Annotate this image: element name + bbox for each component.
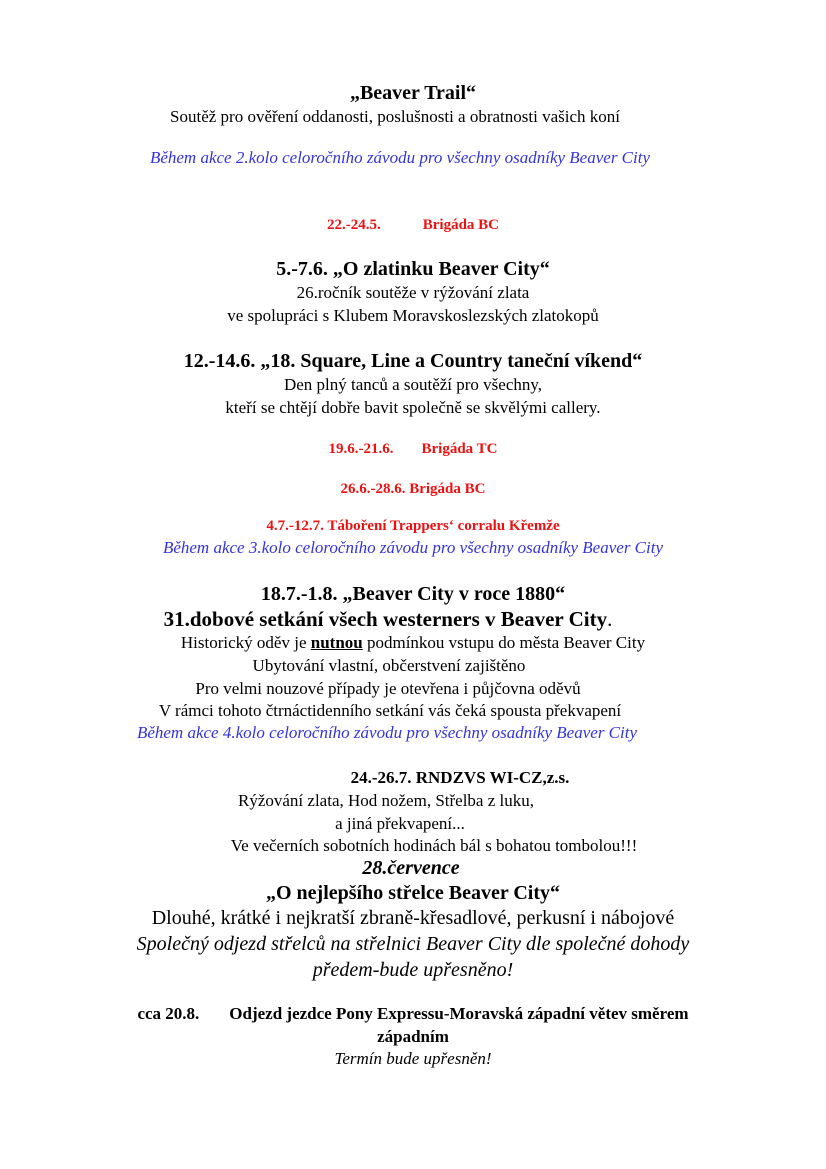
bc1880-subheading-text: 31.dobové setkání všech westerners v Beaver City	[163, 607, 608, 631]
beaver-trail-subtitle: Soutěž pro ověření oddanosti, poslušnosti a obratnosti vašich koní	[170, 107, 620, 126]
zlatinka-line-1: 26.ročník soutěže v rýžování zlata	[296, 283, 530, 302]
brigade-2-date: 19.6.-21.6.	[328, 441, 394, 457]
trappers-note: Během akce 3.kolo celoročního závodu pro všechny osadníky Beaver City	[162, 538, 664, 557]
brigade-2-name: Brigáda TC	[421, 441, 498, 457]
bc1880-line-3: Pro velmi nouzové případy je otevřena i půjčovna oděvů	[195, 679, 581, 698]
brigade-1	[0, 217, 826, 234]
bc1880-line-4: V rámci tohoto čtrnáctidenního setkání vás čeká spousta překvapení	[158, 701, 622, 720]
pony-date: cca 20.8.	[137, 1004, 200, 1023]
brigade-1-date: 22.-24.5.	[326, 217, 381, 233]
pony-text-2: západním	[377, 1027, 449, 1046]
pony-heading	[0, 1004, 826, 1024]
trappers-camp: 4.7.-12.7. Táboření Trappers‘ corralu Křemže	[266, 518, 560, 534]
rndzvs-line-2: a jiná překvapení...	[335, 814, 465, 833]
bc1880-line-1	[0, 633, 826, 653]
bc1880-note: Během akce 4.kolo celoročního závodu pro všechny osadníky Beaver City	[136, 723, 638, 742]
strelec-line-1: Dlouhé, krátké i nejkratší zbraně-křesadlové, perkusní i nábojové	[151, 907, 675, 929]
bc1880-line-1-em: nutnou	[310, 633, 363, 652]
square-line-1: Den plný tanců a soutěží pro všechny,	[283, 375, 543, 394]
zlatinka-line-2: ve spolupráci s Klubem Moravskoslezských zlatokopů	[227, 306, 599, 325]
brigade-1-name: Brigáda BC	[422, 217, 499, 233]
bc1880-line-1-post: podmínkou vstupu do města Beaver City	[362, 633, 646, 652]
bc1880-line-2: Ubytování vlastní, občerstvení zajištěno	[252, 656, 526, 675]
rndzvs-line-3: Ve večerních sobotních hodinách bál s bohatou tombolou!!!	[230, 836, 638, 855]
beaver-trail-note: Během akce 2.kolo celoročního závodu pro všechny osadníky Beaver City	[149, 148, 651, 167]
pony-note: Termín bude upřesněn!	[334, 1049, 492, 1068]
bc1880-subheading	[0, 607, 801, 631]
beaver-trail-title: „Beaver Trail“	[349, 82, 477, 104]
zlatinka-heading: 5.-7.6. „O zlatinku Beaver City“	[276, 258, 550, 280]
bc1880-line-1-pre: Historický oděv je	[180, 633, 311, 652]
rndzvs-line-1: Rýžování zlata, Hod nožem, Střelba z luku,	[238, 791, 534, 810]
strelec-line-2: Společný odjezd střelců na střelnici Beaver City dle společné dohody	[136, 933, 690, 955]
brigade-2	[0, 441, 826, 458]
bc1880-heading: 18.7.-1.8. „Beaver City v roce 1880“	[260, 583, 566, 605]
square-line-2: kteří se chtějí dobře bavit společně se skvělými callery.	[225, 398, 601, 417]
strelec-heading: „O nejlepšího střelce Beaver City“	[265, 882, 560, 904]
pony-text: Odjezd jezdce Pony Expressu-Moravská západní větev směrem	[229, 1004, 689, 1023]
square-heading: 12.-14.6. „18. Square, Line a Country taneční víkend“	[183, 350, 643, 372]
bc1880-subheading-dot: .	[607, 607, 613, 631]
strelec-line-3: předem-bude upřesněno!	[312, 959, 514, 981]
strelec-date: 28.července	[362, 857, 460, 879]
brigade-3: 26.6.-28.6. Brigáda BC	[340, 481, 486, 497]
rndzvs-heading: 24.-26.7. RNDZVS WI-CZ,z.s.	[350, 768, 570, 787]
